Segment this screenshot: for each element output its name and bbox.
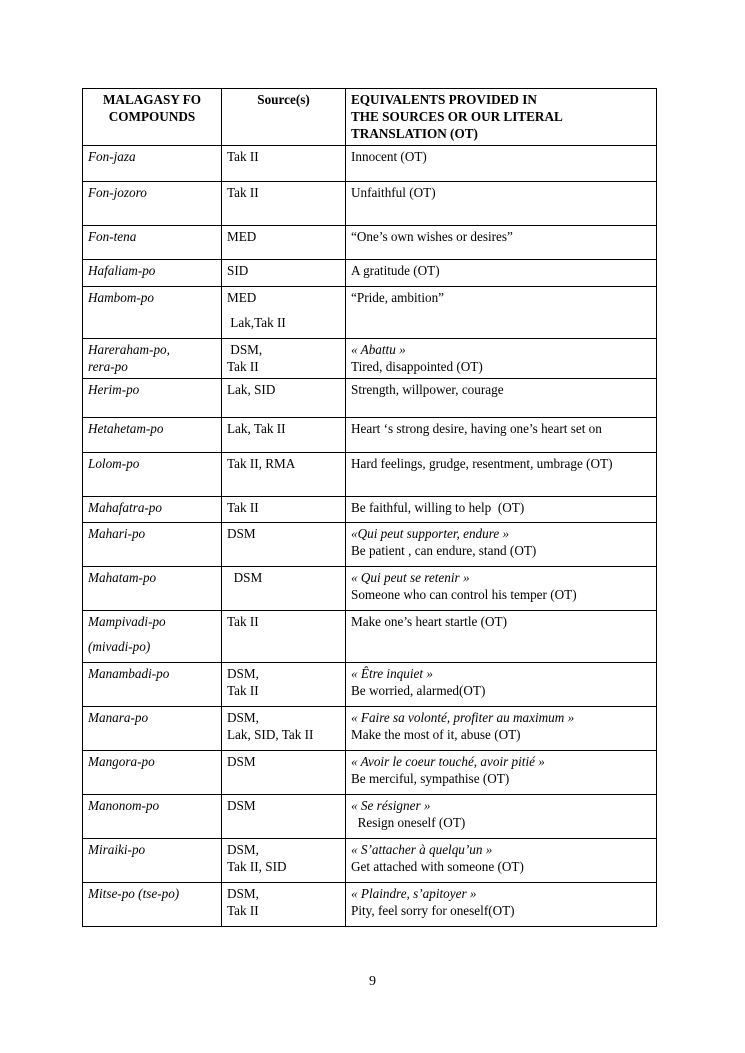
compound-cell: [83, 795, 222, 839]
english-equivalent: Strength, willpower, courage: [351, 382, 504, 397]
header-equivalents: [346, 89, 657, 146]
english-equivalent: Get attached with someone (OT): [351, 859, 524, 874]
compound-term: Miraiki-po: [88, 842, 146, 857]
header-compounds-line: COMPOUNDS: [108, 109, 196, 124]
table-row: [83, 260, 657, 287]
french-equivalent: «Qui peut supporter, endure »: [351, 526, 510, 541]
source-text: DSM: [227, 754, 256, 769]
english-equivalent: Innocent (OT): [351, 149, 427, 164]
compound-cell: [83, 379, 222, 418]
equivalent-cell: [346, 226, 657, 260]
table-row: [83, 226, 657, 260]
header-equivalents-line: EQUIVALENTS PROVIDED IN: [351, 92, 537, 107]
english-equivalent: Make one’s heart startle (OT): [351, 614, 507, 629]
sources-cell: [222, 146, 346, 182]
compound-cell: [83, 523, 222, 567]
source-text: Tak II: [227, 614, 259, 629]
source-text: DSM,: [227, 886, 259, 901]
sources-cell: [222, 418, 346, 453]
compound-term: Fon-tena: [88, 229, 137, 244]
equivalent-cell: [346, 883, 657, 927]
table-row: [83, 663, 657, 707]
equivalent-cell: [346, 379, 657, 418]
compound-term: Lolom-po: [88, 456, 140, 471]
compound-cell: [83, 146, 222, 182]
source-text: Tak II: [227, 683, 259, 698]
english-equivalent: Be worried, alarmed(OT): [351, 683, 486, 698]
fo-compounds-table: [82, 88, 657, 927]
source-text: Tak II: [227, 149, 259, 164]
compound-cell: [83, 339, 222, 379]
sources-cell: [222, 611, 346, 663]
sources-cell: [222, 339, 346, 379]
source-text: DSM: [227, 798, 256, 813]
source-text: Tak II: [227, 185, 259, 200]
table-row: [83, 339, 657, 379]
english-equivalent: Be faithful, willing to help (OT): [351, 500, 525, 515]
table-row: [83, 567, 657, 611]
sources-cell: [222, 497, 346, 523]
table-row: [83, 707, 657, 751]
equivalent-cell: [346, 567, 657, 611]
sources-cell: [222, 260, 346, 287]
english-equivalent: Make the most of it, abuse (OT): [351, 727, 521, 742]
header-compounds-line: MALAGASY FO: [102, 92, 202, 107]
source-text: DSM,: [227, 666, 259, 681]
compound-cell: [83, 287, 222, 339]
english-equivalent: “One’s own wishes or desires”: [351, 229, 513, 244]
compound-term: Mahari-po: [88, 526, 146, 541]
compound-cell: [83, 453, 222, 497]
equivalent-cell: [346, 287, 657, 339]
sources-cell: [222, 839, 346, 883]
equivalent-cell: [346, 418, 657, 453]
sources-cell: [222, 567, 346, 611]
compound-term: Fon-jaza: [88, 149, 136, 164]
source-text: MED: [227, 229, 257, 244]
sources-cell: [222, 795, 346, 839]
source-text: Lak, Tak II: [227, 421, 286, 436]
english-equivalent: Be merciful, sympathise (OT): [351, 771, 510, 786]
compound-term: Mitse-po (tse-po): [88, 886, 180, 901]
french-equivalent: « Qui peut se retenir »: [351, 570, 470, 585]
french-equivalent: « Se résigner »: [351, 798, 431, 813]
source-text: DSM: [227, 570, 263, 585]
compound-term: Manambadi-po: [88, 666, 170, 681]
compound-cell: [83, 839, 222, 883]
compound-term: Hetahetam-po: [88, 421, 164, 436]
table-row: [83, 497, 657, 523]
equivalent-cell: [346, 146, 657, 182]
compound-term: Hambom-po: [88, 290, 154, 305]
compound-cell: [83, 497, 222, 523]
equivalent-cell: [346, 611, 657, 663]
compound-term: Manara-po: [88, 710, 149, 725]
french-equivalent: « Faire sa volonté, profiter au maximum »: [351, 710, 575, 725]
compound-term: Manonom-po: [88, 798, 160, 813]
source-text: Lak, SID: [227, 382, 276, 397]
sources-cell: [222, 707, 346, 751]
table-row: [83, 523, 657, 567]
sources-cell: [222, 379, 346, 418]
sources-cell: [222, 453, 346, 497]
equivalent-cell: [346, 182, 657, 226]
equivalent-cell: [346, 453, 657, 497]
source-text: SID: [227, 263, 249, 278]
source-text: Tak II, RMA: [227, 456, 296, 471]
compound-cell: [83, 567, 222, 611]
equivalent-cell: [346, 663, 657, 707]
sources-cell: [222, 287, 346, 339]
table-row: [83, 182, 657, 226]
equivalent-cell: [346, 707, 657, 751]
compound-term: (mivadi-po): [88, 639, 151, 654]
compound-term: Hareraham-po,: [88, 342, 170, 357]
english-equivalent: Be patient , can endure, stand (OT): [351, 543, 537, 558]
source-text: Lak,Tak II: [227, 315, 286, 330]
equivalent-cell: [346, 751, 657, 795]
header-sources: Source(s): [222, 89, 346, 146]
sources-cell: [222, 226, 346, 260]
compound-cell: [83, 611, 222, 663]
english-equivalent: Hard feelings, grudge, resentment, umbrage (OT): [351, 456, 613, 471]
english-equivalent: A gratitude (OT): [351, 263, 440, 278]
compound-cell: [83, 883, 222, 927]
sources-cell: [222, 182, 346, 226]
table-row: [83, 839, 657, 883]
source-text: DSM,: [227, 842, 259, 857]
french-equivalent: « Plaindre, s’apitoyer »: [351, 886, 477, 901]
english-equivalent: Heart ‘s strong desire, having one’s heart set on: [351, 421, 602, 436]
header-equivalents-line: TRANSLATION (OT): [351, 126, 478, 141]
compound-term: Mahatam-po: [88, 570, 157, 585]
compound-cell: [83, 260, 222, 287]
table-row: [83, 287, 657, 339]
sources-cell: [222, 883, 346, 927]
compound-cell: [83, 663, 222, 707]
source-text: DSM,: [227, 710, 259, 725]
sources-cell: [222, 523, 346, 567]
compound-term: Herim-po: [88, 382, 140, 397]
compound-term: Fon-jozoro: [88, 185, 147, 200]
french-equivalent: « Être inquiet »: [351, 666, 433, 681]
english-equivalent: Tired, disappointed (OT): [351, 359, 483, 374]
sources-cell: [222, 751, 346, 795]
header-compounds: [83, 89, 222, 146]
table-row: [83, 751, 657, 795]
compound-cell: [83, 418, 222, 453]
source-text: MED: [227, 290, 257, 305]
english-equivalent: “Pride, ambition”: [351, 290, 445, 305]
source-text: Tak II: [227, 903, 259, 918]
page-number: 9: [369, 974, 376, 989]
equivalent-cell: [346, 497, 657, 523]
equivalent-cell: [346, 839, 657, 883]
english-equivalent: Resign oneself (OT): [351, 815, 466, 830]
table-row: [83, 611, 657, 663]
compound-cell: [83, 707, 222, 751]
equivalent-cell: [346, 795, 657, 839]
compound-cell: [83, 182, 222, 226]
compound-cell: [83, 751, 222, 795]
french-equivalent: « Abattu »: [351, 342, 406, 357]
english-equivalent: Someone who can control his temper (OT): [351, 587, 577, 602]
equivalent-cell: [346, 260, 657, 287]
table-body: [83, 146, 657, 927]
table-row: [83, 379, 657, 418]
english-equivalent: Unfaithful (OT): [351, 185, 436, 200]
source-text: DSM,: [227, 342, 263, 357]
compound-cell: [83, 226, 222, 260]
table-header-row: [83, 89, 657, 146]
source-text: Lak, SID, Tak II: [227, 727, 314, 742]
table-row: [83, 453, 657, 497]
french-equivalent: « Avoir le coeur touché, avoir pitié »: [351, 754, 545, 769]
equivalent-cell: [346, 339, 657, 379]
table-row: [83, 795, 657, 839]
compound-term: Mahafatra-po: [88, 500, 162, 515]
compound-term: Mangora-po: [88, 754, 155, 769]
french-equivalent: « S’attacher à quelqu’un »: [351, 842, 493, 857]
compound-term: Hafaliam-po: [88, 263, 156, 278]
source-text: Tak II, SID: [227, 859, 287, 874]
sources-cell: [222, 663, 346, 707]
source-text: DSM: [227, 526, 256, 541]
header-equivalents-line: THE SOURCES OR OUR LITERAL: [351, 109, 563, 124]
compound-term: Mampivadi-po: [88, 614, 166, 629]
source-text: Tak II: [227, 500, 259, 515]
table-row: [83, 883, 657, 927]
english-equivalent: Pity, feel sorry for oneself(OT): [351, 903, 515, 918]
compound-term: rera-po: [88, 359, 128, 374]
source-text: Tak II: [227, 359, 259, 374]
table-row: [83, 146, 657, 182]
table-row: [83, 418, 657, 453]
equivalent-cell: [346, 523, 657, 567]
